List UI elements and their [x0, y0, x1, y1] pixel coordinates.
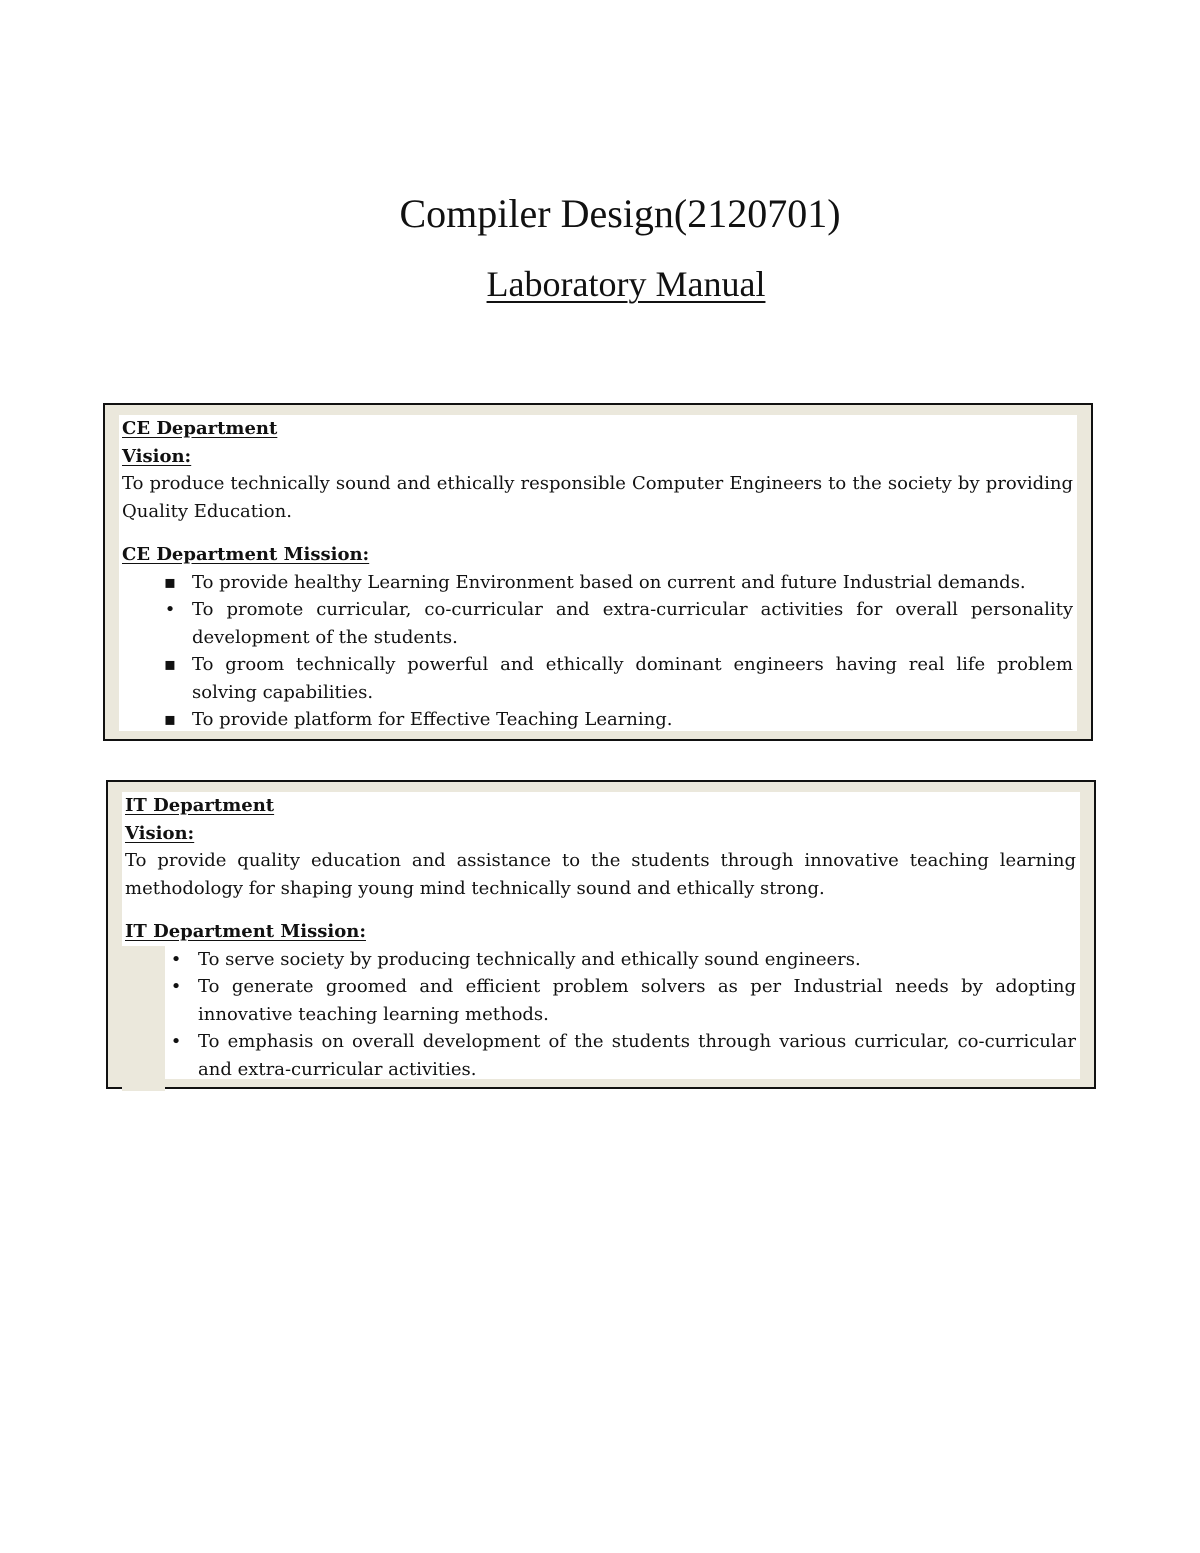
mission-item-text: To promote curricular, co-curricular and extra-curricular activities for overall personality development of the students. [192, 599, 1073, 648]
bullet-icon: ▪ [163, 571, 177, 593]
mission-item-text: To generate groomed and efficient problem solvers as per Industrial needs by adopting innovative teaching learning methods. [198, 976, 1076, 1025]
ce-department-content [119, 415, 1077, 731]
list-item [170, 946, 1076, 974]
it-mission-label: IT Department Mission: [125, 921, 366, 942]
it-department-content [122, 792, 1080, 1079]
it-mission-list [125, 946, 1080, 1084]
ce-department-box [103, 403, 1093, 741]
bullet-icon: ▪ [163, 654, 177, 675]
it-mission-list-wrap [125, 946, 1080, 1084]
bullet-icon: ▪ [163, 709, 177, 730]
bullet-icon: • [170, 948, 182, 970]
it-vision-text: To provide quality education and assistance to the students through innovative teaching learning methodology for shaping young mind technically sound and ethically strong. [125, 850, 1076, 899]
mission-item-text: To emphasis on overall development of the students through various curricular, co-curricular and extra-curricular activities. [198, 1031, 1076, 1080]
document-subtitle: Laboratory Manual [486, 264, 766, 304]
bullet-icon: • [170, 1031, 182, 1052]
mission-item-text: To serve society by producing technically and ethically sound engineers. [198, 948, 861, 970]
mission-item-text: To groom technically powerful and ethically dominant engineers having real life problem solving capabilities. [192, 654, 1073, 703]
list-item [163, 569, 1073, 597]
ce-vision-label: Vision: [122, 445, 192, 467]
it-department-heading: IT Department [125, 795, 275, 816]
list-shading [122, 946, 165, 1092]
it-department-box [106, 780, 1096, 1089]
ce-mission-label: CE Department Mission: [122, 544, 370, 565]
list-item [170, 1028, 1076, 1083]
document-title: Compiler Design(2120701) [399, 191, 841, 236]
mission-item-text: To provide healthy Learning Environment based on current and future Industrial demands. [192, 571, 1026, 593]
list-item [163, 706, 1073, 734]
bullet-icon: • [164, 599, 176, 620]
list-item [164, 596, 1073, 651]
bullet-icon: • [170, 976, 182, 997]
ce-department-heading: CE Department [122, 418, 278, 439]
list-item [170, 973, 1076, 1028]
ce-vision-text: To produce technically sound and ethically responsible Computer Engineers to the society by providing Quality Education. [122, 473, 1073, 522]
list-item [163, 651, 1073, 706]
mission-item-text: To provide platform for Effective Teaching Learning. [192, 709, 673, 730]
ce-mission-list [122, 569, 1077, 734]
it-vision-label: Vision: [125, 822, 195, 844]
